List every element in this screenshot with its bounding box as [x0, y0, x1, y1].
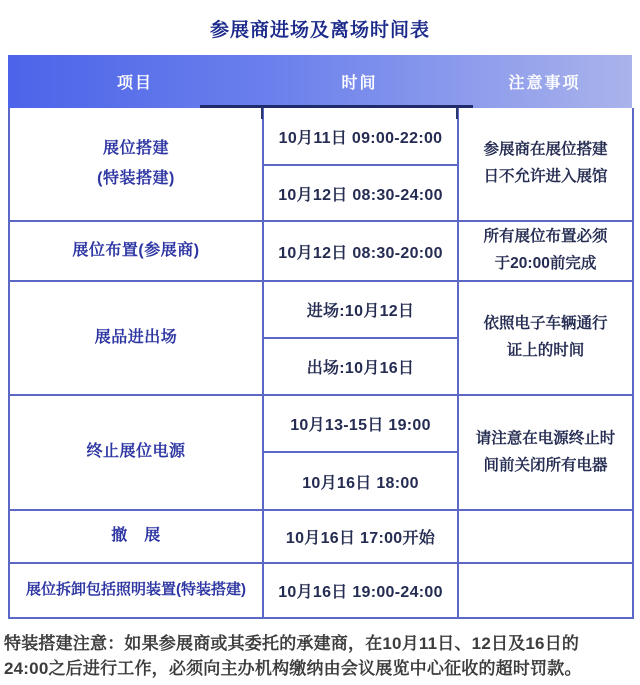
cell-time: 出场:10月16日: [263, 338, 458, 395]
table-row: [9, 108, 633, 165]
table-row: [9, 221, 633, 281]
note-line: 证上的时间: [506, 342, 585, 359]
cell-time: 进场:10月12日: [263, 281, 458, 338]
cell-note: [458, 563, 633, 618]
item-label-line: 展位搭建: [102, 139, 169, 157]
table-header-row: [8, 55, 632, 108]
note-line: 依照电子车辆通行: [483, 315, 608, 333]
cell-time: 10月12日 08:30-24:00: [263, 165, 458, 221]
cell-item-booth-construction: [9, 108, 263, 221]
cell-time: 10月11日 09:00-22:00: [263, 108, 458, 165]
page-title: 参展商进场及离场时间表: [209, 20, 430, 41]
cell-item-move-out: 撤 展: [9, 510, 263, 563]
table-row: [9, 281, 633, 338]
footer-note-line: 24:00之后进行工作，必须向主办机构缴纳由会议展览中心征收的超时罚款。: [4, 658, 582, 678]
header-underline-tick: [261, 107, 263, 119]
cell-time: 10月16日 19:00-24:00: [263, 563, 458, 618]
cell-time: 10月16日 18:00: [263, 452, 458, 510]
column-header-notes: 注意事项: [508, 75, 581, 92]
cell-item-power-termination: 终止展位电源: [9, 395, 263, 510]
cell-item-booth-decoration: 展位布置(参展商): [9, 221, 263, 281]
note-line: 于20:00前完成: [494, 255, 597, 272]
exhibitor-schedule-page: [0, 15, 640, 685]
note-line: 日不允许进入展馆: [483, 168, 608, 185]
cell-item-booth-dismantling: 展位拆卸包括照明装置(特装搭建): [9, 563, 263, 618]
table-row: [9, 395, 633, 452]
cell-time: 10月13-15日 19:00: [263, 395, 458, 452]
item-label-line: (特装搭建): [97, 170, 175, 187]
cell-note: [458, 395, 633, 510]
cell-time: 10月12日 08:30-20:00: [263, 221, 458, 281]
footer-note-line: 特装搭建注意：如果参展商或其委托的承建商，在10月11日、12日及16日的: [4, 634, 580, 653]
footer-note: [4, 632, 636, 681]
table-row: [9, 510, 633, 563]
column-header-time: 时间: [341, 75, 378, 92]
cell-note: [458, 510, 633, 563]
cell-note: [458, 221, 633, 281]
cell-item-exhibits-in-out: 展品进出场: [9, 281, 263, 395]
note-line: 请注意在电源终止时: [475, 429, 616, 447]
schedule-table: [8, 55, 632, 619]
cell-time: 10月16日 17:00开始: [263, 510, 458, 563]
note-line: 所有展位布置必须: [483, 228, 608, 246]
note-line: 参展商在展位搭建: [483, 141, 608, 159]
table-row: [9, 563, 633, 618]
cell-note: [458, 108, 633, 221]
cell-note: [458, 281, 633, 395]
header-underline: [200, 105, 473, 108]
schedule-table-body: [8, 108, 634, 619]
column-header-item: 项目: [116, 75, 153, 92]
note-line: 间前关闭所有电器: [483, 456, 608, 474]
header-underline-tick: [456, 107, 458, 119]
